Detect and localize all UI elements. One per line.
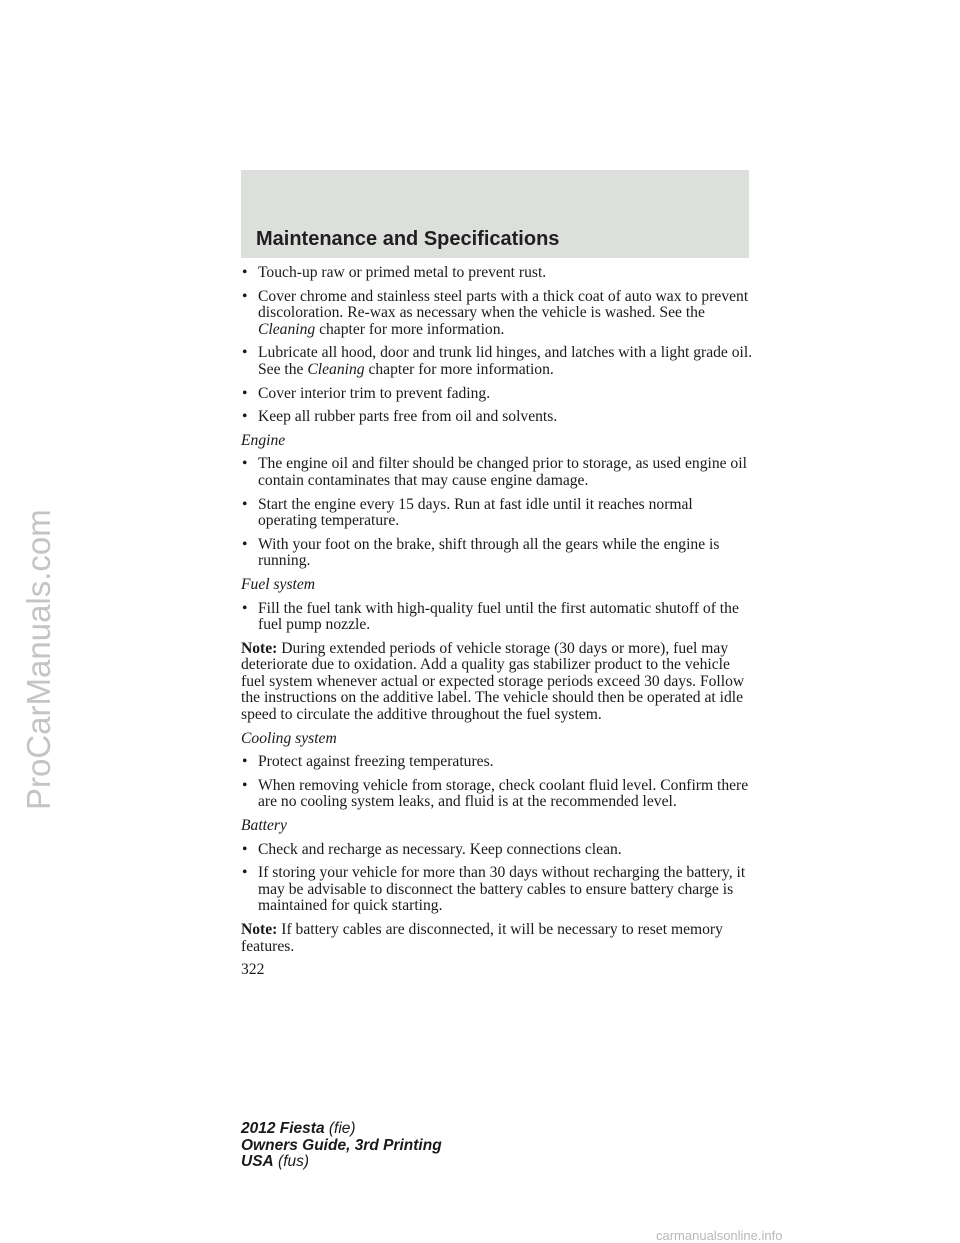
list-item: • When removing vehicle from storage, check coolant fluid level. Confirm there are no cooling system leaks, and fluid is at the recommended level. bbox=[242, 776, 749, 811]
chapter-reference: Cleaning bbox=[258, 320, 320, 338]
list-item: • The engine oil and filter should be changed prior to storage, as used engine oil contain contaminates that may cause engine damage. bbox=[242, 455, 747, 489]
engine-heading: Engine bbox=[241, 431, 286, 449]
procarmanuals-watermark bbox=[10, 400, 60, 820]
list-item: • Cover interior trim to prevent fading. bbox=[242, 384, 491, 402]
note-text: During extended periods of vehicle storage (30 days or more), fuel may deteriorate due to oxidation. Add a quality gas stabilizer product to the vehicle fuel system whenever actual or expected storage periods exceed 30 days. Follow the instructions on the additive label. The vehicle should then be operated at idle speed to circulate the additive throughout the fuel system. bbox=[241, 639, 745, 724]
watermark-side-text: ProCarManuals.com bbox=[20, 509, 57, 810]
note-label: Note: bbox=[241, 639, 282, 657]
list-item: • Start the engine every 15 days. Run at fast idle until it reaches normal operating temperature. bbox=[242, 495, 693, 530]
bullet-glyph: • bbox=[242, 599, 248, 617]
bullet-glyph: • bbox=[242, 408, 248, 426]
bullet-glyph: • bbox=[242, 264, 248, 281]
bullet-glyph: • bbox=[242, 864, 248, 882]
list-item: • Touch-up raw or primed metal to prevent rust. bbox=[242, 264, 547, 281]
chapter-reference: Cleaning bbox=[303, 360, 369, 378]
footer-model-line: 2012 Fiesta (fie) bbox=[241, 1120, 356, 1137]
document-footer bbox=[241, 1121, 442, 1171]
list-item: • Lubricate all hood, door and trunk lid hinges, and latches with a light grade oil. See the Cleaning chapter for more information. bbox=[242, 344, 753, 378]
list-item: • Check and recharge as necessary. Keep connections clean. bbox=[242, 840, 622, 858]
footer-guide-line: Owners Guide, 3rd Printing bbox=[241, 1136, 442, 1154]
bullet-glyph: • bbox=[242, 840, 248, 858]
bullet-glyph: • bbox=[242, 384, 248, 402]
page-content bbox=[241, 265, 753, 979]
page-number: 322 bbox=[241, 961, 265, 979]
list-item: • Keep all rubber parts free from oil and solvents. bbox=[242, 408, 558, 426]
section-header-band bbox=[241, 170, 749, 258]
bullet-glyph: • bbox=[242, 753, 248, 771]
bullet-glyph: • bbox=[242, 344, 248, 362]
note-label: Note: bbox=[241, 921, 282, 938]
cooling-system-heading: Cooling system bbox=[241, 729, 337, 747]
list-item: • If storing your vehicle for more than 30 days without recharging the battery, it may be advisable to disconnect the battery cables to ensure battery charge is maintained for quick starting. bbox=[242, 864, 746, 915]
footer-market-line: USA (fus) bbox=[241, 1153, 310, 1170]
list-item: • Fill the fuel tank with high-quality fuel until the first automatic shutoff of the fuel pump nozzle. bbox=[242, 599, 739, 634]
carmanualsonline-watermark: carmanualsonline.info bbox=[656, 1228, 783, 1243]
section-title: Maintenance and Specifications bbox=[256, 228, 560, 250]
fuel-system-heading: Fuel system bbox=[241, 575, 316, 593]
bullet-glyph: • bbox=[242, 535, 248, 553]
bullet-glyph: • bbox=[242, 495, 248, 513]
fuel-note bbox=[241, 641, 753, 724]
battery-note bbox=[241, 922, 753, 955]
battery-heading: Battery bbox=[241, 817, 287, 835]
note-text: If battery cables are disconnected, it will be necessary to reset memory features. bbox=[241, 921, 723, 955]
bullet-glyph: • bbox=[242, 287, 248, 305]
list-item: • With your foot on the brake, shift through all the gears while the engine is running. bbox=[242, 535, 720, 570]
list-item: • Cover chrome and stainless steel parts with a thick coat of auto wax to prevent discoloration. Re-wax as necessary when the vehicle is washed. See the Cleaning chapter for more information. bbox=[242, 287, 749, 338]
bullet-glyph: • bbox=[242, 455, 248, 473]
bullet-glyph: • bbox=[242, 776, 248, 794]
list-item: • Protect against freezing temperatures. bbox=[242, 753, 494, 771]
